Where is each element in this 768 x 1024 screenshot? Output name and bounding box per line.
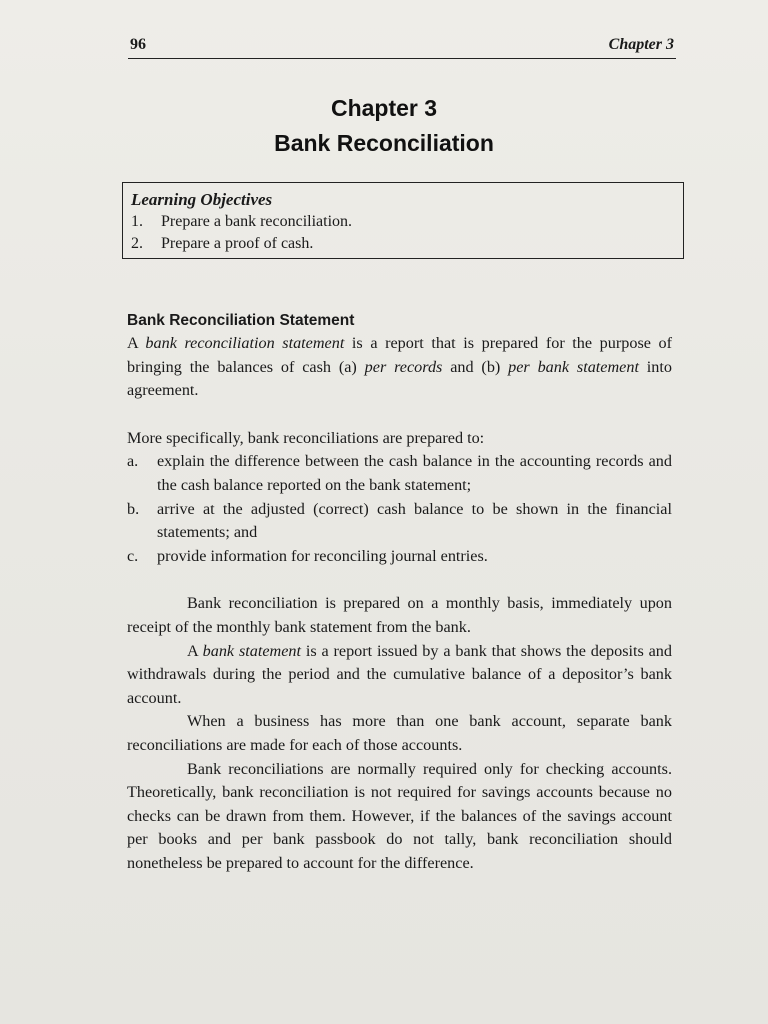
- list-item: c. provide information for reconciling journal entries.: [127, 546, 488, 565]
- paragraph-bank-statement: A bank statement is a report issued by a bank that shows the deposits and withdrawals during the period and the cumulative balance of a depositor’s bank account.: [127, 641, 672, 707]
- paragraph-monthly: Bank reconciliation is prepared on a monthly basis, immediately upon receipt of the monthly bank statement from the bank.: [127, 594, 672, 636]
- purpose-intro: More specifically, bank reconciliations are prepared to:: [127, 428, 485, 447]
- page-number: 96: [130, 36, 146, 53]
- learning-objective-item: 1. Prepare a bank reconciliation.: [131, 213, 353, 230]
- learning-objective-item: 2. Prepare a proof of cash.: [131, 235, 314, 252]
- page-header: [128, 34, 676, 59]
- paragraph-multiple-accounts: When a business has more than one bank account, separate bank reconciliations are made for each of those accounts.: [127, 712, 672, 754]
- section-heading: Bank Reconciliation Statement: [127, 312, 355, 329]
- list-item: b. arrive at the adjusted (correct) cash balance to be shown in the financial statements; and: [127, 499, 672, 542]
- definition-paragraph: A bank reconciliation statement is a report that is prepared for the purpose of bringing the balances of cash (a) per records and (b) per bank statement into agreement.: [127, 334, 673, 400]
- chapter-subtitle: Bank Reconciliation: [274, 130, 494, 156]
- running-head: Chapter 3: [608, 36, 674, 53]
- learning-objectives-box: [122, 182, 684, 259]
- list-item: a. explain the difference between the cash balance in the accounting records and the cash balance reported on the bank statement;: [127, 452, 672, 494]
- chapter-title: Chapter 3: [330, 95, 438, 121]
- learning-objectives-heading: Learning Objectives: [131, 190, 273, 209]
- paragraph-checking-accounts: Bank reconciliations are normally required only for checking accounts. Theoretically, bank reconciliation is not required for savings accounts because no checks can be drawn from them. However, if the balances of the savings account per books and per bank passbook do not tally, bank reconciliation should nonetheless be prepared to account for the difference.: [127, 759, 672, 872]
- main-content: [127, 310, 672, 875]
